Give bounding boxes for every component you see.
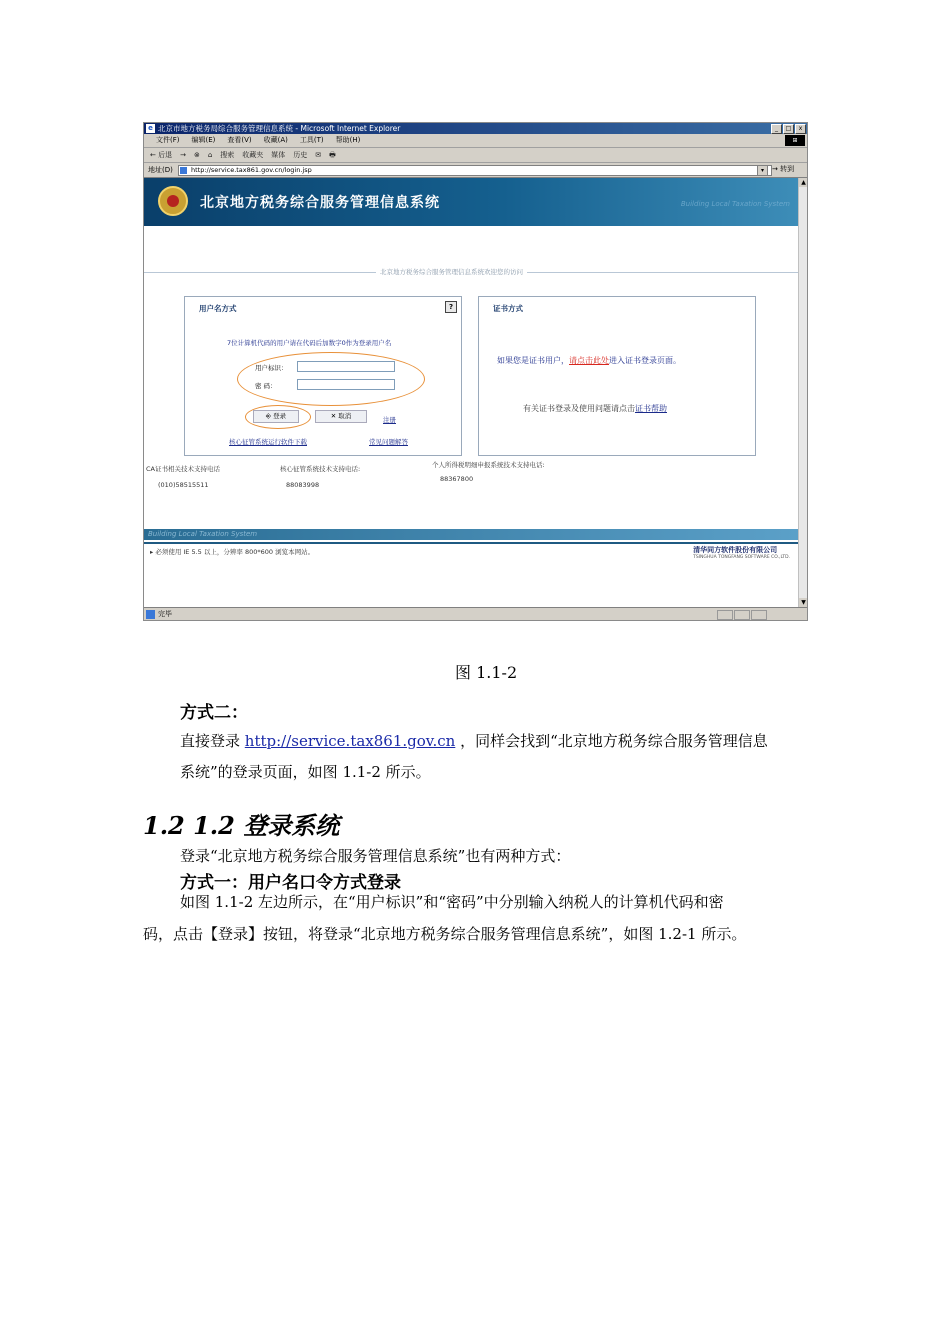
login-button[interactable]: ⎆ 登录 bbox=[253, 410, 299, 423]
toolbar bbox=[144, 148, 807, 163]
cert-line2-prefix: 有关证书登录及使用问题请点击 bbox=[523, 404, 635, 413]
contact-ca-label: CA证书相关技术支持电话 bbox=[146, 465, 220, 473]
contact-ca bbox=[146, 464, 220, 490]
certificate-panel-title: 证书方式 bbox=[493, 304, 523, 313]
contact-core-value: 88083998 bbox=[286, 481, 320, 489]
history-button[interactable]: 历史 bbox=[293, 151, 308, 159]
welcome-text: 北京地方税务综合服务管理信息系统欢迎您的访问 bbox=[376, 268, 527, 276]
contact-iit-value: 88367800 bbox=[440, 475, 474, 483]
tax-emblem-icon bbox=[158, 186, 188, 216]
minimize-button[interactable]: _ bbox=[771, 124, 782, 134]
contact-ca-value: (010)58515511 bbox=[158, 481, 209, 489]
welcome-line bbox=[144, 268, 798, 276]
menu-bar bbox=[144, 134, 807, 148]
status-bar bbox=[144, 607, 807, 621]
login-screenshot bbox=[143, 122, 808, 621]
username-panel-title: 用户名方式 bbox=[199, 304, 237, 313]
paragraph-direct-login bbox=[180, 731, 768, 751]
p1-suffix: ，同样会找到“北京地方税务综合服务管理信息 bbox=[455, 732, 768, 750]
scroll-down-icon[interactable]: ▼ bbox=[799, 598, 808, 607]
footer-divider bbox=[144, 542, 798, 544]
contact-core bbox=[280, 464, 360, 490]
forward-button[interactable]: → bbox=[180, 151, 186, 159]
scroll-up-icon[interactable]: ▲ bbox=[799, 178, 808, 187]
menu-file[interactable]: 文件(F) bbox=[156, 136, 180, 144]
certificate-login-panel bbox=[478, 296, 756, 456]
status-cells bbox=[717, 610, 767, 620]
certificate-line-1 bbox=[497, 355, 681, 366]
window-buttons bbox=[771, 124, 806, 134]
register-link[interactable]: 注册 bbox=[383, 416, 396, 424]
maximize-button[interactable]: □ bbox=[783, 124, 794, 134]
company-name-en: TSINGHUA TONGFANG SOFTWARE CO.,LTD. bbox=[693, 555, 790, 560]
help-icon[interactable]: ? bbox=[445, 301, 457, 313]
menu-help[interactable]: 帮助(H) bbox=[335, 136, 361, 144]
address-label: 地址(D) bbox=[148, 166, 173, 174]
address-input[interactable] bbox=[178, 165, 772, 176]
status-text: 完毕 bbox=[158, 610, 172, 618]
banner-watermark: Building Local Taxation System bbox=[680, 200, 790, 208]
menu-favorites[interactable]: 收藏(A) bbox=[263, 136, 288, 144]
site-title: 北京地方税务综合服务管理信息系统 bbox=[200, 195, 440, 211]
window-titlebar bbox=[144, 123, 807, 134]
paragraph-two-ways: 登录“北京地方税务综合服务管理信息系统”也有两种方式： bbox=[180, 847, 571, 865]
paragraph-method-one: 如图 1.1-2 左边所示，在“用户标识”和“密码”中分别输入纳税人的计算机代码和密 bbox=[180, 893, 724, 911]
certificate-login-link[interactable]: 请点击此处 bbox=[569, 356, 609, 365]
paragraph-method-one-cont: 码，点击【登录】按钮，将登录“北京地方税务综合服务管理信息系统”，如图 1.2-1 所示。 bbox=[143, 925, 747, 943]
service-url-link[interactable]: http://service.tax861.gov.cn bbox=[244, 732, 456, 750]
menu-view[interactable]: 查看(V) bbox=[227, 136, 252, 144]
window-title: 北京市地方税务局综合服务管理信息系统 - Microsoft Internet Explorer bbox=[158, 124, 401, 133]
figure-caption: 图 1.1-2 bbox=[455, 663, 518, 682]
user-id-input[interactable] bbox=[297, 361, 395, 372]
username-login-panel bbox=[184, 296, 462, 456]
footer-band bbox=[144, 529, 798, 540]
page-icon bbox=[180, 167, 187, 174]
go-label: 转到 bbox=[780, 165, 795, 173]
user-id-label: 用户标识： bbox=[255, 364, 288, 372]
faq-link[interactable]: 常见问题解答 bbox=[369, 438, 408, 446]
certificate-line-2 bbox=[523, 403, 667, 414]
cancel-button-label: 取消 bbox=[338, 412, 352, 420]
favorites-button[interactable]: 收藏夹 bbox=[242, 151, 264, 159]
status-page-icon bbox=[146, 610, 155, 619]
contact-iit bbox=[432, 460, 582, 484]
certificate-help-link[interactable]: 证书帮助 bbox=[635, 404, 667, 413]
cert-line1-suffix: 进入证书登录页面。 bbox=[609, 356, 681, 365]
back-button[interactable]: ← 后退 bbox=[150, 151, 173, 159]
windows-logo-icon: ⊞ bbox=[785, 135, 805, 146]
method-two-heading: 方式二： bbox=[180, 703, 248, 723]
login-hint: 7位计算机代码的用户请在代码后加数字0作为登录用户名 bbox=[227, 339, 392, 347]
close-button[interactable]: x bbox=[795, 124, 806, 134]
print-icon[interactable]: 🖶 bbox=[329, 151, 336, 159]
contact-core-label: 核心征管系统技术支持电话: bbox=[280, 465, 361, 473]
site-banner bbox=[144, 178, 798, 226]
password-label: 密 码： bbox=[255, 382, 277, 390]
menu-edit[interactable]: 编辑(E) bbox=[191, 136, 216, 144]
browser-requirement-note: ▸ 必须使用 IE 5.5 以上，分辨率 800*600 浏览本网站。 bbox=[150, 548, 315, 556]
method-one-heading: 方式一：用户名口令方式登录 bbox=[180, 873, 401, 893]
stop-icon[interactable]: ⊗ bbox=[193, 151, 200, 159]
search-button[interactable]: 搜索 bbox=[220, 151, 235, 159]
login-button-label: 登录 bbox=[273, 412, 287, 420]
address-bar bbox=[144, 163, 807, 178]
address-value: http://service.tax861.gov.cn/login.jsp bbox=[191, 166, 312, 174]
ie-icon: e bbox=[146, 124, 155, 133]
address-dropdown-icon[interactable]: ▾ bbox=[757, 165, 768, 176]
go-button[interactable]: → 转到 bbox=[772, 165, 795, 173]
software-download-link[interactable]: 核心征管系统运行软件下载 bbox=[229, 438, 307, 446]
password-input[interactable] bbox=[297, 379, 395, 390]
home-icon[interactable]: ⌂ bbox=[207, 151, 213, 159]
mail-icon[interactable]: ✉ bbox=[315, 151, 322, 159]
menu-tools[interactable]: 工具(T) bbox=[299, 136, 324, 144]
paragraph-direct-login-cont: 系统”的登录页面，如图 1.1-2 所示。 bbox=[180, 763, 431, 781]
footer-watermark: Building Local Taxation System bbox=[148, 530, 258, 538]
cert-line1-prefix: 如果您是证书用户， bbox=[497, 356, 569, 365]
media-button[interactable]: 媒体 bbox=[271, 151, 286, 159]
cancel-button[interactable]: ✕ 取消 bbox=[315, 410, 367, 423]
section-title: 1.2 1.2 登录系统 bbox=[143, 811, 340, 840]
contact-iit-label: 个人所得税明细申报系统技术支持电话: bbox=[432, 461, 545, 469]
vertical-scrollbar[interactable] bbox=[798, 178, 808, 607]
company-name: 清华同方软件股份有限公司 bbox=[693, 546, 778, 554]
p1-prefix: 直接登录 bbox=[180, 732, 245, 750]
company-logo bbox=[693, 545, 790, 560]
page-viewport bbox=[144, 178, 798, 607]
